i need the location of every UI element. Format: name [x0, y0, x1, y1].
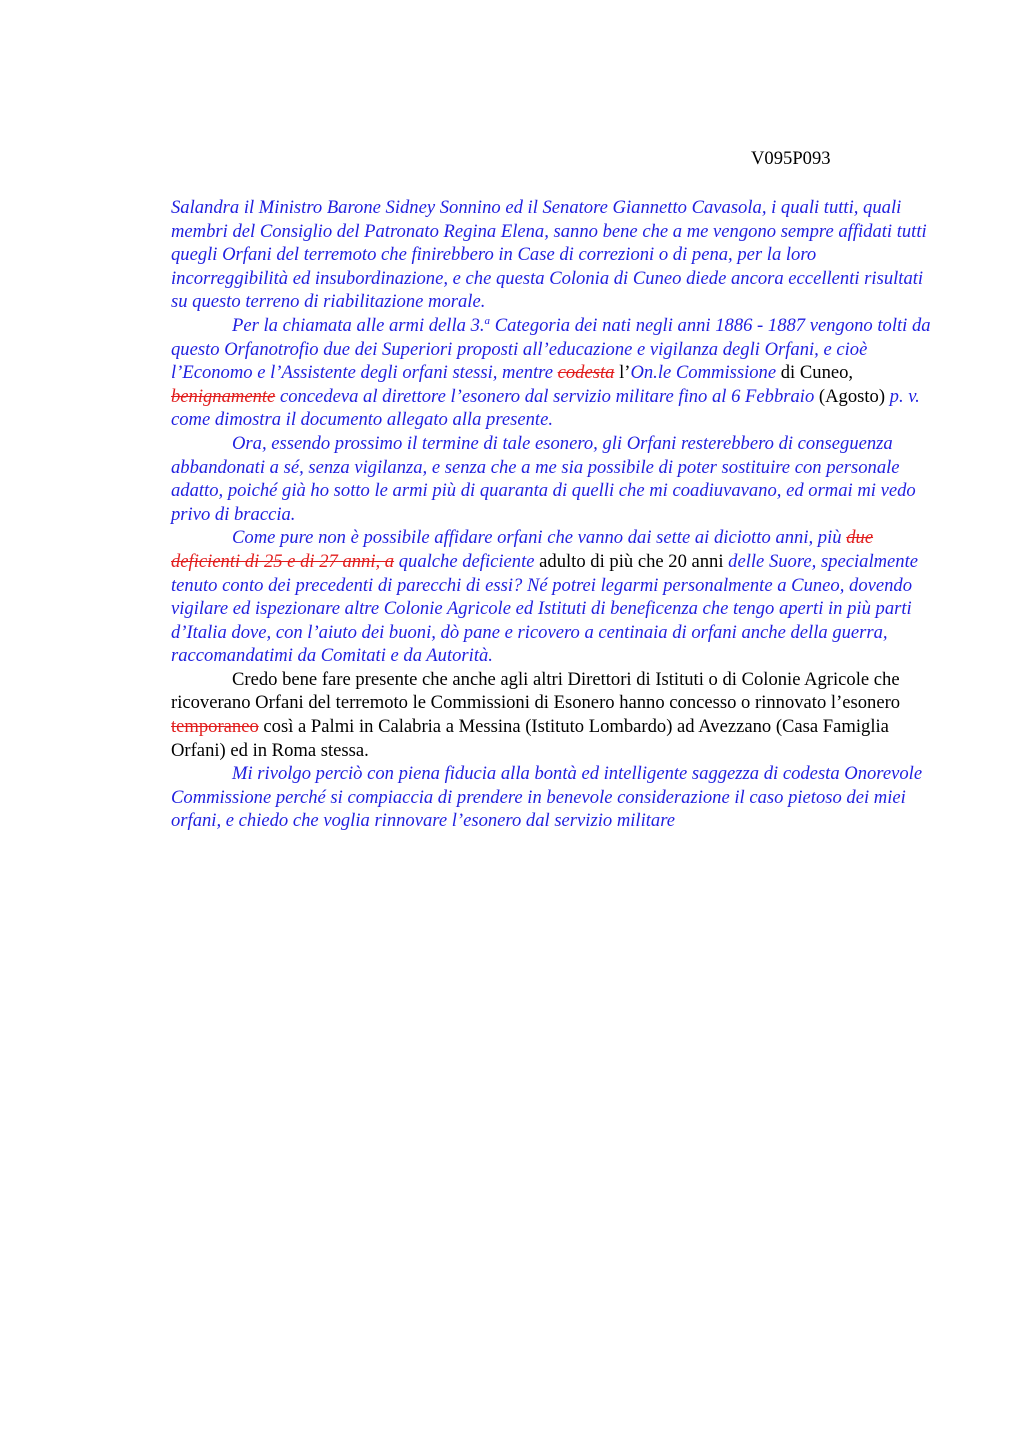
- superscript: a: [484, 314, 491, 327]
- deleted-text: benignamente: [171, 385, 276, 407]
- original-text: Credo bene fare presente che anche agli altri Direttori di Istituti o di Colonie Agricole che ricoverano Orfani del terremoto le Commissioni di Esonero hanno concesso o rinnovato l’esonero: [171, 668, 901, 714]
- added-text: Categoria dei nati negli anni 1886 - 1887 vengono tolti da questo Orfanotrofio due dei Superiori proposti all’educazione e vigilanza degli Orfani, e cioè l’Economo e l’Assistente degli orfani stessi, mentre: [171, 314, 931, 384]
- added-text: p. v. come dimostra il documento allegato alla presente.: [171, 385, 920, 431]
- page-code: V095P093: [751, 148, 831, 169]
- deleted-text: temporaneo: [171, 716, 259, 738]
- paragraph: [171, 526, 931, 668]
- paragraph: [171, 762, 931, 833]
- paragraph: [171, 432, 931, 526]
- added-text: Mi rivolgo perciò con piena fiducia alla bontà ed intelligente saggezza di codesta Onorevole Commissione perché si compiaccia di prendere in benevole considerazione il caso pietoso dei miei orfani, e chiedo che voglia rinnovare l’esonero dal servizio militare: [171, 763, 923, 832]
- added-text: On.le Commissione: [630, 362, 777, 384]
- added-text: Ora, essendo prossimo il termine di tale esonero, gli Orfani resterebbero di conseguenza abbandonati a sé, senza vigilanza, e senza che a me sia possibile di poter sostituire con personale adatto, poiché già ho sotto le armi più di quaranta di quelli che mi coadiuvavano, ed ormai mi vedo privo di braccia.: [171, 432, 916, 525]
- added-text: Salandra il Ministro Barone Sidney Sonnino ed il Senatore Giannetto Cavasola, i quali tutti, quali membri del Consiglio del Patronato Regina Elena, sanno bene che a me vengono sempre affidati tutti quegli Orfani del terremoto che finirebbero in Case di correzioni o di pena, per la loro incorreggibilità ed insubordinazione, e che questa Colonia di Cuneo diede ancora eccellenti risultati su questo terreno di riabilitazione morale.: [171, 197, 927, 313]
- added-text: qualche deficiente: [394, 550, 540, 572]
- paragraph: [171, 196, 931, 314]
- paragraph: [171, 668, 931, 762]
- deleted-text: due deficienti di 25 e di 27 anni, a: [171, 527, 874, 572]
- deleted-text: codesta: [557, 362, 615, 384]
- added-text: Per la chiamata alle armi della 3.: [232, 314, 485, 336]
- original-text: adulto di più che 20 anni: [539, 550, 724, 572]
- added-text: Come pure non è possibile affidare orfani che vanno dai sette ai diciotto anni, più: [232, 527, 847, 549]
- original-text: (Agosto): [818, 385, 886, 407]
- document-body: [171, 196, 931, 833]
- original-text: l’: [619, 362, 631, 384]
- paragraph: [171, 314, 931, 432]
- original-text: così a Palmi in Calabria a Messina (Istituto Lombardo) ad Avezzano (Casa Famiglia Orfani) ed in Roma stessa.: [171, 716, 889, 761]
- original-text: di Cuneo,: [776, 362, 854, 384]
- added-text: delle Suore, specialmente tenuto conto dei precedenti di parecchi di essi? Né potrei legarmi personalmente a Cuneo, dovendo vigilare ed ispezionare altre Colonie Agricole ed Istituti di beneficenza che tengo aperti in più parti d’Italia dove, con l’aiuto dei buoni, dò pane e ricovero a centinaia di orfani anche della guerra, raccomandatimi da Comitati e da Autorità.: [171, 550, 919, 667]
- added-text: concedeva al direttore l’esonero dal servizio militare fino al 6 Febbraio: [275, 385, 819, 407]
